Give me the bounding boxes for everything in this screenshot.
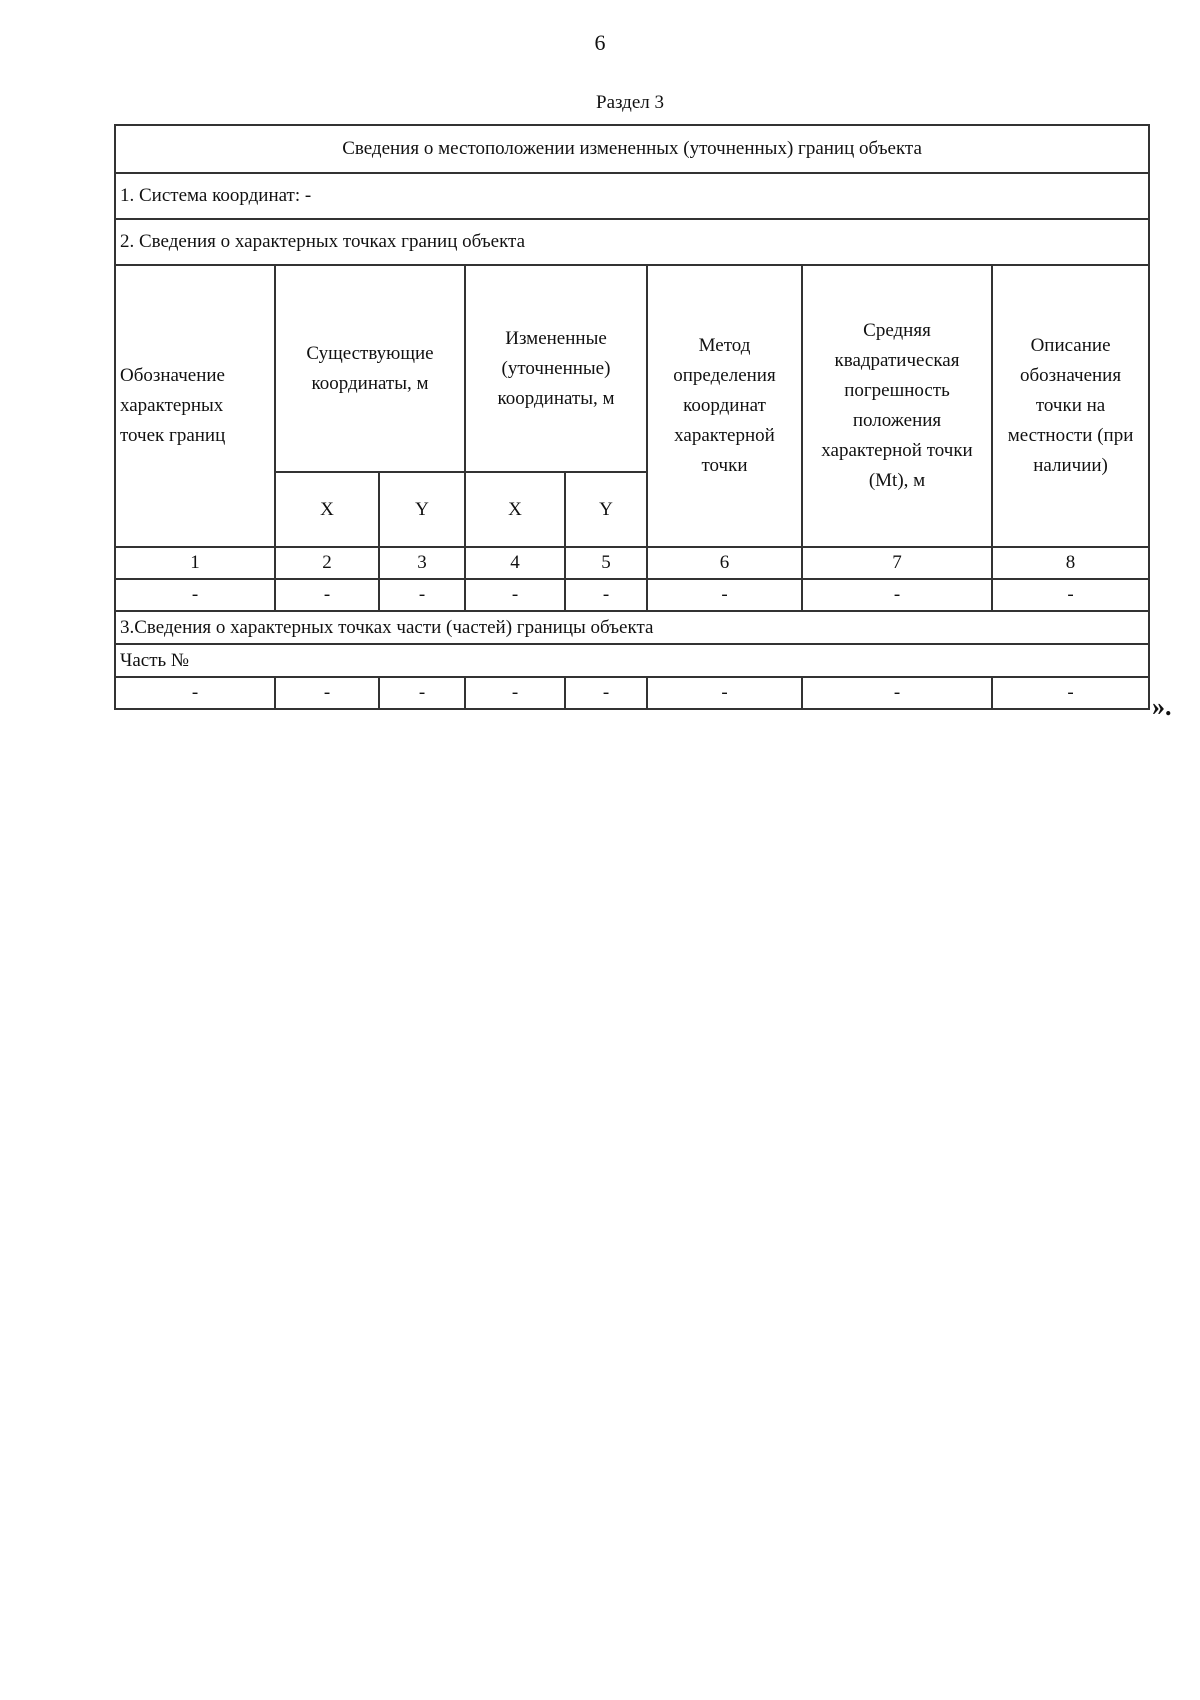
page-number: 6 xyxy=(594,30,606,55)
section-title: Раздел 3 xyxy=(596,92,664,113)
header-mean-error: Средняя квадратическая погрешность положения характерной точки (Mt), м xyxy=(802,265,992,547)
boundary-table xyxy=(114,124,1150,710)
header-method: Метод определения координат характерной точки xyxy=(647,265,802,547)
header-description: Описание обозначения точки на местности (при наличии) xyxy=(992,265,1149,547)
table-cell: - xyxy=(465,579,565,611)
points-heading: 2. Сведения о характерных точках границ объекта xyxy=(115,219,1149,265)
parts-heading: 3.Сведения о характерных точках части (частей) границы объекта xyxy=(115,611,1149,644)
table-cell: - xyxy=(275,579,379,611)
table-cell: - xyxy=(992,579,1149,611)
header-designation: Обозначение характерных точек границ xyxy=(115,265,275,547)
table-cell: - xyxy=(275,677,379,709)
column-number: 7 xyxy=(802,547,992,579)
column-number: 6 xyxy=(647,547,802,579)
table-cell: - xyxy=(647,579,802,611)
closing-quote-mark: ». xyxy=(1152,692,1172,721)
table-cell: - xyxy=(565,677,647,709)
column-number: 2 xyxy=(275,547,379,579)
header-changed-coords: Измененные (уточненные) координаты, м xyxy=(465,265,647,472)
table-title: Сведения о местоположении измененных (уточненных) границ объекта xyxy=(115,125,1149,173)
table-cell: - xyxy=(115,677,275,709)
column-number: 8 xyxy=(992,547,1149,579)
table-cell: - xyxy=(992,677,1149,709)
table-cell: - xyxy=(115,579,275,611)
column-number-row xyxy=(115,547,1149,579)
table-cell: - xyxy=(379,579,465,611)
table-cell: - xyxy=(802,677,992,709)
table-cell: - xyxy=(379,677,465,709)
part-label: Часть № xyxy=(115,644,1149,677)
column-number: 3 xyxy=(379,547,465,579)
header-existing-x: X xyxy=(275,472,379,547)
header-changed-y: Y xyxy=(565,472,647,547)
table-cell: - xyxy=(465,677,565,709)
header-existing-y: Y xyxy=(379,472,465,547)
header-changed-x: X xyxy=(465,472,565,547)
column-number: 1 xyxy=(115,547,275,579)
header-existing-coords: Существующие координаты, м xyxy=(275,265,465,472)
column-number: 4 xyxy=(465,547,565,579)
table-row xyxy=(115,579,1149,611)
table-row xyxy=(115,677,1149,709)
column-number: 5 xyxy=(565,547,647,579)
table-cell: - xyxy=(565,579,647,611)
table-cell: - xyxy=(647,677,802,709)
table-cell: - xyxy=(802,579,992,611)
coordinate-system: 1. Система координат: - xyxy=(115,173,1149,219)
